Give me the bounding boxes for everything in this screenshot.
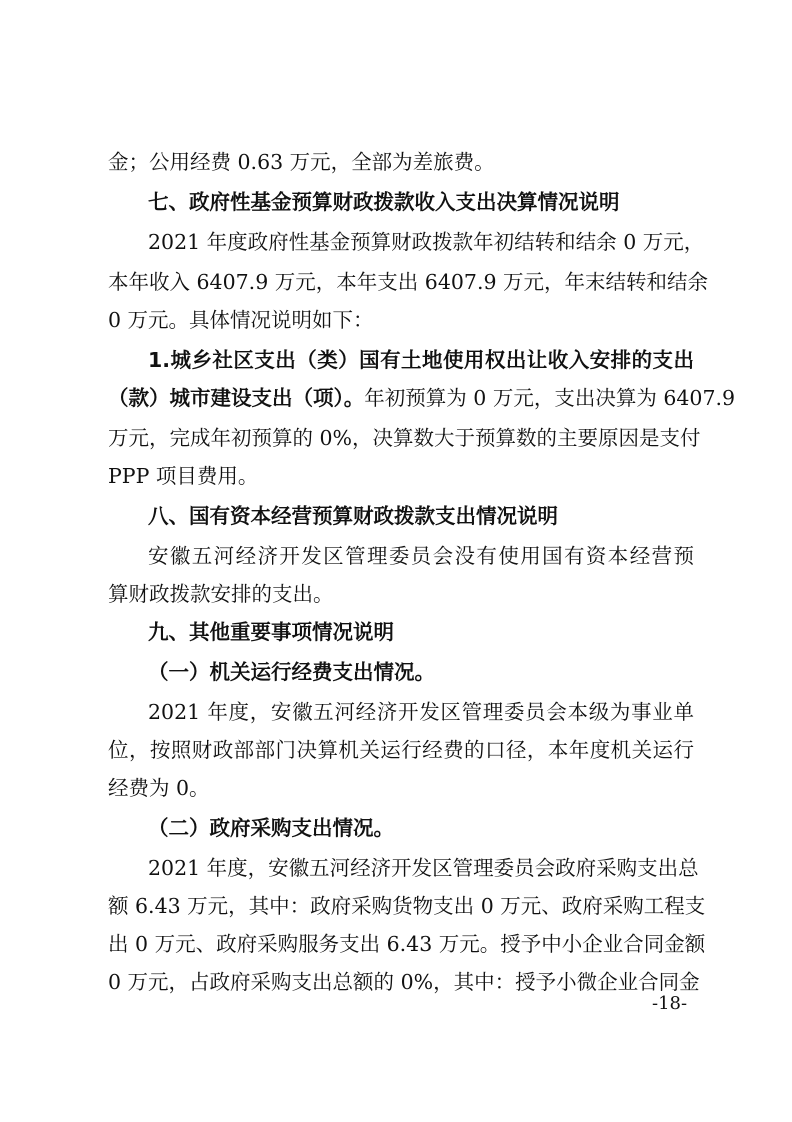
body-text-line: 位，按照财政部部门决算机关运行经费的口径，本年度机关运行	[108, 738, 694, 762]
body-text-line: 2021 年度，安徽五河经济开发区管理委员会本级为事业单	[148, 700, 694, 724]
subsection-heading-continued: （款）城市建设支出（项）。	[108, 386, 365, 410]
body-text-line: 0 万元，占政府采购支出总额的 0%，其中：授予小微企业合同金	[108, 970, 700, 994]
body-text-line: 万元，完成年初预算的 0%，决算数大于预算数的主要原因是支付	[108, 426, 701, 450]
body-text-line: 2021 年度，安徽五河经济开发区管理委员会政府采购支出总	[148, 856, 699, 880]
body-text-line: 0 万元。具体情况说明如下：	[108, 308, 374, 332]
section-heading-9: 九、其他重要事项情况说明	[148, 620, 394, 644]
body-text-line: 经费为 0。	[108, 776, 210, 800]
subsection-heading: 1.城乡社区支出（类）国有土地使用权出让收入安排的支出	[148, 348, 694, 372]
mixed-text-line	[108, 384, 736, 412]
body-text-line: 安徽五河经济开发区管理委员会没有使用国有资本经营预	[148, 544, 694, 568]
body-text-line: 出 0 万元、政府采购服务支出 6.43 万元。授予中小企业合同金额	[108, 932, 706, 956]
subsection-heading-2: （二）政府采购支出情况。	[148, 816, 394, 840]
section-heading-8: 八、国有资本经营预算财政拨款支出情况说明	[148, 504, 558, 528]
page-number: -18-	[652, 993, 688, 1014]
body-text-line: 额 6.43 万元，其中：政府采购货物支出 0 万元、政府采购工程支	[108, 894, 706, 918]
subsection-heading-1: （一）机关运行经费支出情况。	[148, 660, 435, 684]
body-text-line: 金；公用经费 0.63 万元，全部为差旅费。	[108, 150, 495, 174]
body-text-line: 2021 年度政府性基金预算财政拨款年初结转和结余 0 万元，	[148, 230, 705, 254]
body-text-line: 本年收入 6407.9 万元，本年支出 6407.9 万元，年末结转和结余	[108, 270, 709, 294]
section-heading-7: 七、政府性基金预算财政拨款收入支出决算情况说明	[148, 190, 620, 214]
body-text-span: 年初预算为 0 万元，支出决算为 6407.9	[364, 386, 736, 410]
body-text-line: 算财政拨款安排的支出。	[108, 582, 334, 606]
body-text-line: PPP 项目费用。	[108, 464, 259, 488]
